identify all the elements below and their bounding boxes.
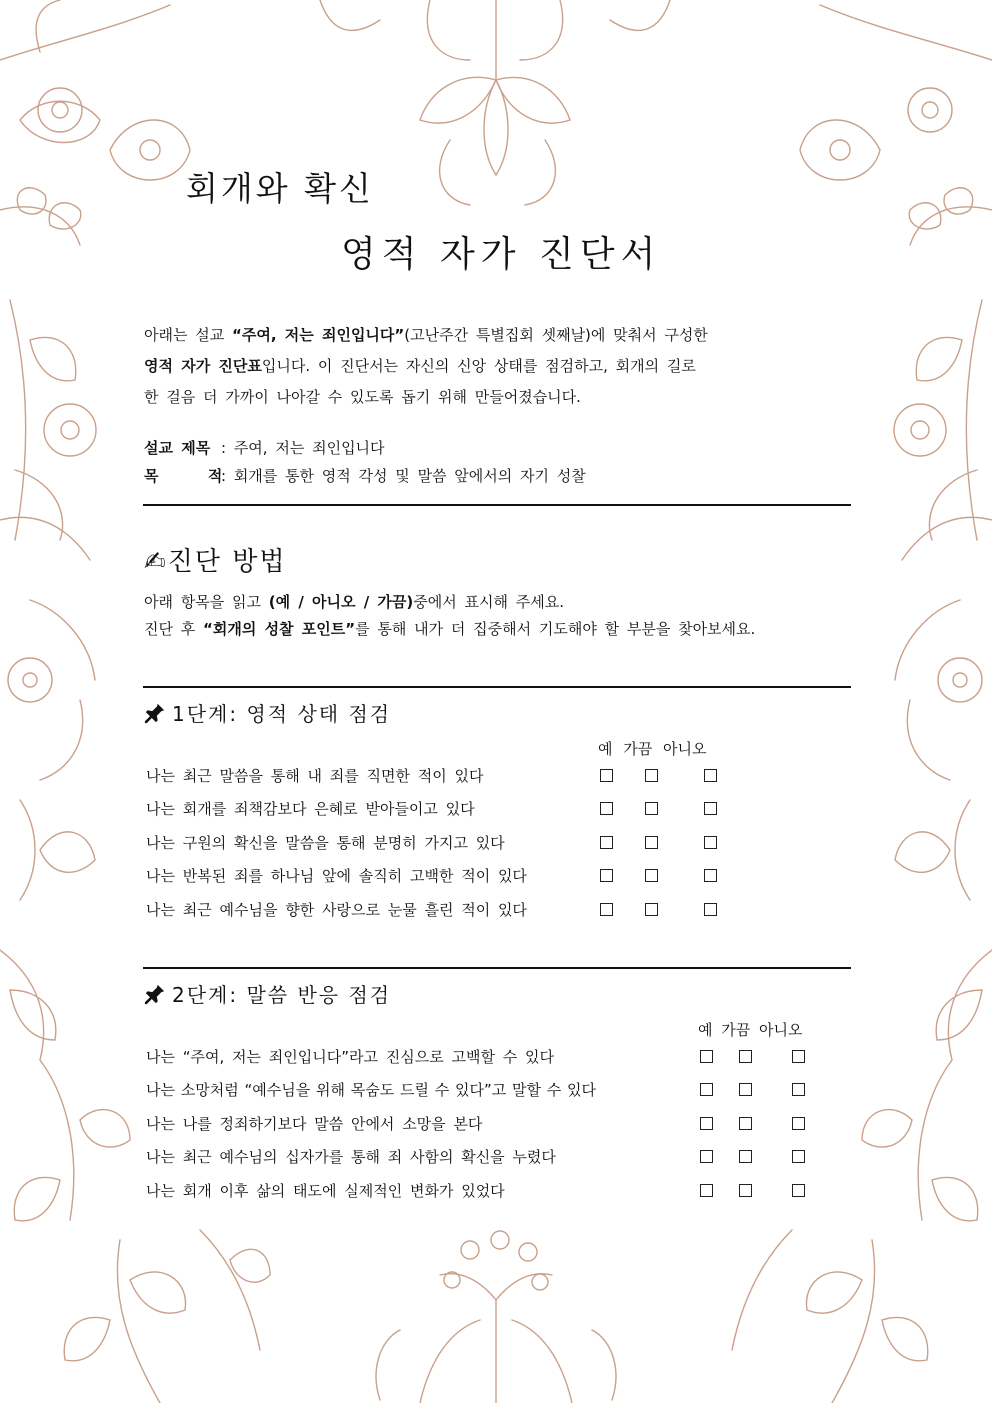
checkbox-no[interactable] bbox=[792, 1117, 805, 1130]
col-no: 아니오 bbox=[759, 1021, 803, 1039]
purpose-value: : 회개를 통한 영적 각성 및 말씀 앞에서의 자기 성찰 bbox=[221, 467, 586, 485]
section1-title: 1단계: 영적 상태 점검 bbox=[172, 702, 392, 726]
pushpin-icon bbox=[144, 702, 166, 724]
sermon-meta bbox=[144, 434, 586, 490]
section2-column-headers bbox=[698, 1019, 803, 1040]
sermon-title-label: 설교 제목 bbox=[144, 439, 211, 457]
section1-heading bbox=[144, 698, 391, 727]
divider bbox=[143, 967, 851, 969]
checkbox-yes[interactable] bbox=[600, 769, 613, 782]
question-item: 나는 최근 말씀을 통해 내 죄를 직면한 적이 있다 bbox=[146, 767, 484, 785]
divider bbox=[143, 504, 851, 506]
method-heading: ✍진단 방법 bbox=[144, 547, 287, 577]
section1-column-headers bbox=[598, 738, 707, 759]
section2-heading bbox=[144, 979, 391, 1008]
method-options: (예 / 아니오 / 가끔) bbox=[268, 593, 414, 611]
col-sometimes: 가끔 bbox=[721, 1021, 751, 1039]
question-item: 나는 “주여, 저는 죄인입니다”라고 진심으로 고백할 수 있다 bbox=[146, 1048, 554, 1066]
checkbox-sometimes[interactable] bbox=[739, 1150, 752, 1163]
checkbox-sometimes[interactable] bbox=[739, 1083, 752, 1096]
checkbox-yes[interactable] bbox=[600, 903, 613, 916]
method-instructions bbox=[144, 589, 755, 643]
divider bbox=[143, 686, 851, 688]
question-item: 나는 최근 예수님의 십자가를 통해 죄 사함의 확신을 누렸다 bbox=[146, 1148, 556, 1166]
checkbox-yes[interactable] bbox=[600, 869, 613, 882]
pushpin-icon bbox=[144, 983, 166, 1005]
checkbox-yes[interactable] bbox=[700, 1184, 713, 1197]
intro-paragraph bbox=[144, 320, 708, 413]
col-yes: 예 bbox=[698, 1021, 713, 1039]
method-text: 아래 항목을 읽고 bbox=[144, 593, 269, 611]
checkbox-no[interactable] bbox=[704, 869, 717, 882]
intro-text: 입니다. 이 진단서는 자신의 신앙 상태를 점검하고, 회개의 길로 bbox=[261, 357, 696, 375]
checkbox-yes[interactable] bbox=[700, 1150, 713, 1163]
title-line-1: 회개와 확신 bbox=[186, 169, 374, 208]
intro-text: 한 걸음 더 가까이 나아갈 수 있도록 돕기 위해 만들어졌습니다. bbox=[144, 388, 581, 406]
intro-text: 아래는 설교 bbox=[144, 326, 232, 344]
question-item: 나는 회개를 죄책감보다 은혜로 받아들이고 있다 bbox=[146, 800, 475, 818]
question-item: 나는 반복된 죄를 하나님 앞에 솔직히 고백한 적이 있다 bbox=[146, 867, 527, 885]
checkbox-no[interactable] bbox=[704, 903, 717, 916]
question-item: 나는 회개 이후 삶의 태도에 실제적인 변화가 있었다 bbox=[146, 1182, 505, 1200]
checkbox-sometimes[interactable] bbox=[645, 836, 658, 849]
checkbox-no[interactable] bbox=[792, 1050, 805, 1063]
section2-title: 2단계: 말씀 반응 점검 bbox=[172, 983, 392, 1007]
question-item: 나는 최근 예수님을 향한 사랑으로 눈물 흘린 적이 있다 bbox=[146, 901, 527, 919]
col-no: 아니오 bbox=[663, 740, 707, 758]
purpose-label: 목 적 bbox=[144, 467, 223, 485]
checkbox-sometimes[interactable] bbox=[739, 1117, 752, 1130]
method-text: 진단 후 bbox=[144, 620, 204, 638]
checkbox-yes[interactable] bbox=[700, 1050, 713, 1063]
checkbox-no[interactable] bbox=[704, 836, 717, 849]
checkbox-sometimes[interactable] bbox=[645, 869, 658, 882]
checkbox-sometimes[interactable] bbox=[645, 769, 658, 782]
method-reflection-point: “회개의 성찰 포인트” bbox=[203, 620, 356, 638]
checkbox-sometimes[interactable] bbox=[645, 802, 658, 815]
intro-sermon-title: “주여, 저는 죄인입니다” bbox=[232, 326, 405, 344]
col-sometimes: 가끔 bbox=[623, 740, 653, 758]
checkbox-yes[interactable] bbox=[600, 802, 613, 815]
checkbox-no[interactable] bbox=[792, 1083, 805, 1096]
intro-text: (고난주간 특별집회 셋째날)에 맞춰서 구성한 bbox=[404, 326, 708, 344]
question-item: 나는 소망처럼 “예수님을 위해 목숨도 드릴 수 있다”고 말할 수 있다 bbox=[146, 1081, 596, 1099]
title-line-2: 영적 자가 진단서 bbox=[341, 234, 662, 275]
checkbox-yes[interactable] bbox=[700, 1083, 713, 1096]
checkbox-yes[interactable] bbox=[600, 836, 613, 849]
checkbox-yes[interactable] bbox=[700, 1117, 713, 1130]
col-yes: 예 bbox=[598, 740, 613, 758]
question-item: 나는 구원의 확신을 말씀을 통해 분명히 가지고 있다 bbox=[146, 834, 505, 852]
checkbox-sometimes[interactable] bbox=[645, 903, 658, 916]
checkbox-no[interactable] bbox=[704, 769, 717, 782]
checkbox-no[interactable] bbox=[792, 1184, 805, 1197]
sermon-title-value: : 주여, 저는 죄인입니다 bbox=[221, 439, 385, 457]
method-text: 를 통해 내가 더 집중해서 기도해야 할 부분을 찾아보세요. bbox=[355, 620, 756, 638]
checkbox-no[interactable] bbox=[704, 802, 717, 815]
checkbox-sometimes[interactable] bbox=[739, 1184, 752, 1197]
intro-form-name: 영적 자가 진단표 bbox=[144, 357, 262, 375]
question-item: 나는 나를 정죄하기보다 말씀 안에서 소망을 본다 bbox=[146, 1115, 483, 1133]
method-text: 중에서 표시해 주세요. bbox=[413, 593, 564, 611]
checkbox-sometimes[interactable] bbox=[739, 1050, 752, 1063]
checkbox-no[interactable] bbox=[792, 1150, 805, 1163]
